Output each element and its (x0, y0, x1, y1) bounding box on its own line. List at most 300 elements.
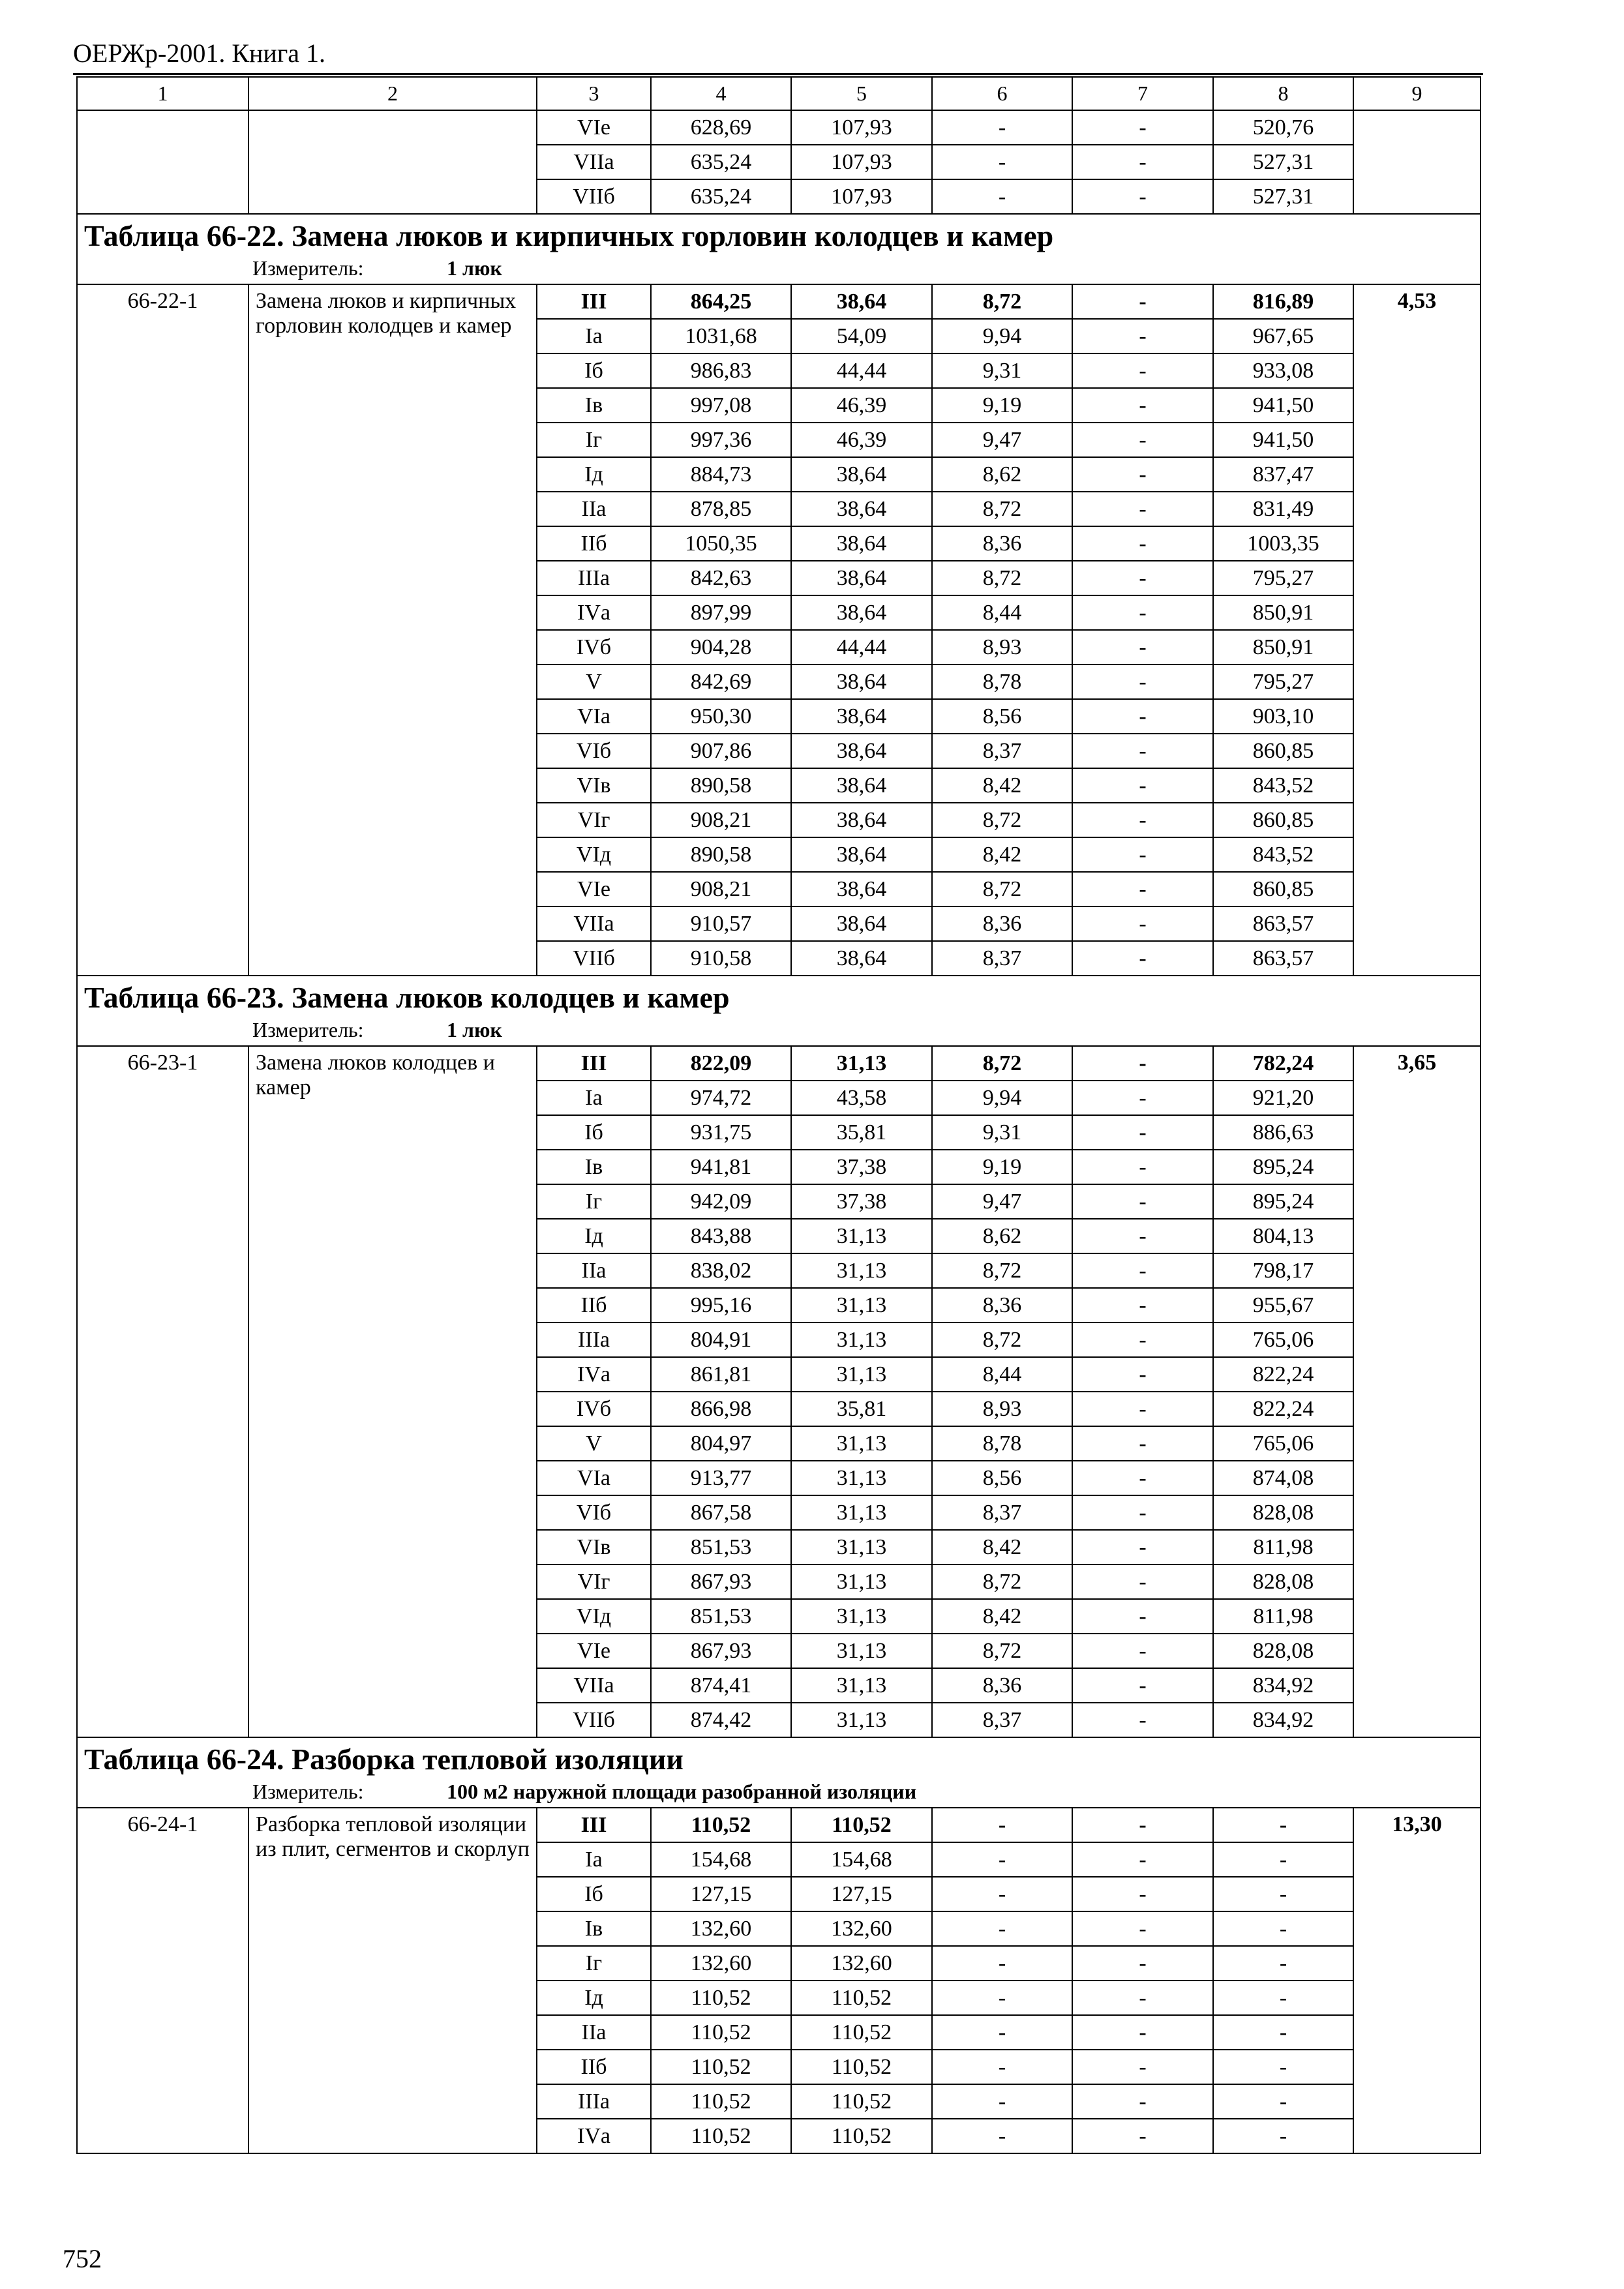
value-cell: 837,47 (1213, 457, 1353, 492)
zone-cell: VIе (537, 1634, 651, 1668)
value-cell: 31,13 (791, 1564, 932, 1599)
value-cell: 838,02 (651, 1253, 791, 1288)
value-cell: 9,94 (932, 319, 1072, 353)
value-cell: 8,78 (932, 1426, 1072, 1461)
value-cell: - (1072, 353, 1213, 388)
value-cell: 110,52 (651, 1981, 791, 2015)
value-cell: 8,42 (932, 1530, 1072, 1564)
value-cell: 913,77 (651, 1461, 791, 1495)
value-cell: - (1072, 595, 1213, 630)
value-cell: 8,62 (932, 1219, 1072, 1253)
value-cell: 995,16 (651, 1288, 791, 1323)
value-cell: 38,64 (791, 595, 932, 630)
table-title: Таблица 66-24. Разборка тепловой изоляции (84, 1743, 684, 1776)
value-cell: 822,24 (1213, 1357, 1353, 1392)
value-cell: 8,42 (932, 768, 1072, 803)
zone-cell: VIIа (537, 145, 651, 179)
value-cell: - (1072, 145, 1213, 179)
value-cell: - (1072, 1599, 1213, 1634)
zone-cell: IVб (537, 630, 651, 665)
value-cell: 31,13 (791, 1357, 932, 1392)
value-cell: 31,13 (791, 1426, 932, 1461)
value-cell: 31,13 (791, 1253, 932, 1288)
zone-cell: IVа (537, 2119, 651, 2153)
value-cell: - (1072, 1323, 1213, 1357)
value-cell: 811,98 (1213, 1530, 1353, 1564)
value-cell: 1031,68 (651, 319, 791, 353)
code-cell (77, 110, 248, 214)
measure-line (84, 1778, 1480, 1804)
value-cell: 8,72 (932, 872, 1072, 906)
value-cell: 110,52 (651, 2084, 791, 2119)
value-cell: 804,13 (1213, 1219, 1353, 1253)
zone-cell: IIIа (537, 2084, 651, 2119)
value-cell: 878,85 (651, 492, 791, 526)
value-cell: 31,13 (791, 1323, 932, 1357)
zone-cell: VIIб (537, 179, 651, 214)
value-cell: - (932, 110, 1072, 145)
value-cell: 804,97 (651, 1426, 791, 1461)
value-cell: - (1072, 630, 1213, 665)
value-cell: 8,56 (932, 699, 1072, 734)
value-cell: 44,44 (791, 353, 932, 388)
value-cell: - (1072, 110, 1213, 145)
value-cell: - (1072, 1842, 1213, 1877)
value-cell: 8,72 (932, 803, 1072, 837)
value-cell: - (932, 179, 1072, 214)
value-cell: 860,85 (1213, 734, 1353, 768)
value-cell: 860,85 (1213, 872, 1353, 906)
value-cell: 997,36 (651, 423, 791, 457)
column-number: 8 (1213, 77, 1353, 110)
value-cell: - (1072, 1530, 1213, 1564)
value-cell: - (1072, 2015, 1213, 2050)
value-cell: 110,52 (651, 1808, 791, 1842)
value-cell: - (932, 1877, 1072, 1911)
table-title-row (77, 1737, 1481, 1808)
value-cell: 851,53 (651, 1599, 791, 1634)
value-cell: - (1072, 1184, 1213, 1219)
value-cell: 8,93 (932, 630, 1072, 665)
col9-cell: 3,65 (1353, 1046, 1481, 1737)
description-cell: Замена люков и кирпичных горловин колодцев и камер (248, 284, 537, 976)
value-cell: - (1072, 1461, 1213, 1495)
value-cell: 834,92 (1213, 1668, 1353, 1703)
value-cell: 904,28 (651, 630, 791, 665)
zone-cell: V (537, 1426, 651, 1461)
value-cell: 828,08 (1213, 1564, 1353, 1599)
zone-cell: VIд (537, 837, 651, 872)
value-cell: 843,88 (651, 1219, 791, 1253)
value-cell: 765,06 (1213, 1426, 1353, 1461)
value-cell: - (1072, 734, 1213, 768)
value-cell: 43,58 (791, 1081, 932, 1115)
value-cell: - (1072, 2050, 1213, 2084)
value-cell: 132,60 (651, 1946, 791, 1981)
zone-cell: VIе (537, 110, 651, 145)
value-cell: 527,31 (1213, 145, 1353, 179)
value-cell: 804,91 (651, 1323, 791, 1357)
value-cell: 46,39 (791, 388, 932, 423)
value-cell: 8,37 (932, 941, 1072, 976)
value-cell: 9,19 (932, 388, 1072, 423)
value-cell: 110,52 (791, 2119, 932, 2153)
value-cell: - (1072, 284, 1213, 319)
column-number: 9 (1353, 77, 1481, 110)
value-cell: 886,63 (1213, 1115, 1353, 1150)
value-cell: - (1072, 768, 1213, 803)
value-cell: 908,21 (651, 803, 791, 837)
zone-cell: IIа (537, 2015, 651, 2050)
value-cell: - (1072, 699, 1213, 734)
zone-cell: IIб (537, 2050, 651, 2084)
zone-cell: Iд (537, 1219, 651, 1253)
value-cell: - (1072, 872, 1213, 906)
zone-cell: Iб (537, 1115, 651, 1150)
value-cell: 9,31 (932, 353, 1072, 388)
value-cell: - (1072, 1668, 1213, 1703)
zone-cell: IIа (537, 492, 651, 526)
value-cell: - (1213, 1877, 1353, 1911)
measure-line (84, 255, 1480, 281)
zone-cell: VIIа (537, 906, 651, 941)
value-cell: - (1072, 2119, 1213, 2153)
value-cell: 828,08 (1213, 1495, 1353, 1530)
value-cell: 986,83 (651, 353, 791, 388)
col9-cell (1353, 110, 1481, 214)
measure-value: 1 люк (447, 256, 502, 280)
value-cell: 867,93 (651, 1564, 791, 1599)
rates-table (76, 76, 1481, 2154)
value-cell: 154,68 (791, 1842, 932, 1877)
zone-cell: VIб (537, 1495, 651, 1530)
value-cell: 955,67 (1213, 1288, 1353, 1323)
value-cell: 8,42 (932, 1599, 1072, 1634)
value-cell: - (1072, 319, 1213, 353)
value-cell: 910,57 (651, 906, 791, 941)
value-cell: 8,62 (932, 457, 1072, 492)
zone-cell: Iа (537, 1842, 651, 1877)
value-cell: - (1213, 1946, 1353, 1981)
value-cell: 628,69 (651, 110, 791, 145)
value-cell: 850,91 (1213, 630, 1353, 665)
value-cell: 635,24 (651, 179, 791, 214)
zone-cell: VIд (537, 1599, 651, 1634)
value-cell: 110,52 (651, 2015, 791, 2050)
value-cell: 9,94 (932, 1081, 1072, 1115)
value-cell: - (1072, 1564, 1213, 1599)
value-cell: 38,64 (791, 872, 932, 906)
value-cell: 907,86 (651, 734, 791, 768)
zone-cell: Iв (537, 1150, 651, 1184)
value-cell: 997,08 (651, 388, 791, 423)
value-cell: 8,36 (932, 906, 1072, 941)
zone-cell: Iа (537, 1081, 651, 1115)
value-cell: 110,52 (791, 2050, 932, 2084)
value-cell: 942,09 (651, 1184, 791, 1219)
zone-cell: VIг (537, 803, 651, 837)
value-cell: 132,60 (791, 1911, 932, 1946)
value-cell: - (1072, 837, 1213, 872)
value-cell: - (1072, 1703, 1213, 1737)
value-cell: 831,49 (1213, 492, 1353, 526)
value-cell: - (1072, 1288, 1213, 1323)
value-cell: 110,52 (651, 2119, 791, 2153)
zone-cell: V (537, 665, 651, 699)
zone-cell: VIIб (537, 1703, 651, 1737)
code-cell: 66-24-1 (77, 1808, 248, 2153)
value-cell: 35,81 (791, 1115, 932, 1150)
col9-cell: 13,30 (1353, 1808, 1481, 2153)
value-cell: 31,13 (791, 1634, 932, 1668)
value-cell: 8,56 (932, 1461, 1072, 1495)
value-cell: - (1213, 2084, 1353, 2119)
table-title-cell (77, 1737, 1481, 1808)
value-cell: 8,78 (932, 665, 1072, 699)
value-cell: - (1213, 2015, 1353, 2050)
value-cell: 974,72 (651, 1081, 791, 1115)
zone-cell: IVб (537, 1392, 651, 1426)
value-cell: 54,09 (791, 319, 932, 353)
value-cell: - (932, 1808, 1072, 1842)
value-cell: 8,44 (932, 595, 1072, 630)
value-cell: 110,52 (791, 2084, 932, 2119)
table-row (77, 1046, 1481, 1081)
table-title-cell (77, 214, 1481, 284)
value-cell: 38,64 (791, 699, 932, 734)
value-cell: 38,64 (791, 526, 932, 561)
value-cell: 863,57 (1213, 906, 1353, 941)
col9-cell: 4,53 (1353, 284, 1481, 976)
value-cell: 782,24 (1213, 1046, 1353, 1081)
value-cell: 8,72 (932, 1253, 1072, 1288)
value-cell: 8,72 (932, 1323, 1072, 1357)
value-cell: 132,60 (791, 1946, 932, 1981)
value-cell: - (1072, 1634, 1213, 1668)
value-cell: - (932, 2015, 1072, 2050)
value-cell: 798,17 (1213, 1253, 1353, 1288)
zone-cell: Iа (537, 319, 651, 353)
value-cell: - (1072, 1911, 1213, 1946)
value-cell: 903,10 (1213, 699, 1353, 734)
value-cell: 828,08 (1213, 1634, 1353, 1668)
value-cell: - (1213, 2050, 1353, 2084)
value-cell: 967,65 (1213, 319, 1353, 353)
value-cell: - (932, 145, 1072, 179)
value-cell: 921,20 (1213, 1081, 1353, 1115)
value-cell: - (1213, 1842, 1353, 1877)
code-cell: 66-23-1 (77, 1046, 248, 1737)
value-cell: 31,13 (791, 1461, 932, 1495)
value-cell: 38,64 (791, 734, 932, 768)
zone-cell: Iг (537, 1946, 651, 1981)
zone-cell: IIа (537, 1253, 651, 1288)
value-cell: 931,75 (651, 1115, 791, 1150)
value-cell: 941,81 (651, 1150, 791, 1184)
value-cell: 822,09 (651, 1046, 791, 1081)
value-cell: 1003,35 (1213, 526, 1353, 561)
value-cell: 941,50 (1213, 423, 1353, 457)
value-cell: 31,13 (791, 1046, 932, 1081)
value-cell: - (1072, 1808, 1213, 1842)
column-number: 6 (932, 77, 1072, 110)
column-number: 1 (77, 77, 248, 110)
description-cell: Разборка тепловой изоляции из плит, сегментов и скорлуп (248, 1808, 537, 2153)
value-cell: - (1072, 561, 1213, 595)
column-number: 7 (1072, 77, 1213, 110)
header-rule (73, 73, 1483, 75)
zone-cell: VIIб (537, 941, 651, 976)
value-cell: 31,13 (791, 1599, 932, 1634)
description-cell: Замена люков колодцев и камер (248, 1046, 537, 1737)
value-cell: 38,64 (791, 665, 932, 699)
value-cell: 44,44 (791, 630, 932, 665)
value-cell: 38,64 (791, 561, 932, 595)
value-cell: - (932, 1946, 1072, 1981)
value-cell: 1050,35 (651, 526, 791, 561)
value-cell: 842,69 (651, 665, 791, 699)
zone-cell: Iв (537, 1911, 651, 1946)
value-cell: - (932, 2119, 1072, 2153)
value-cell: 31,13 (791, 1495, 932, 1530)
zone-cell: IIб (537, 526, 651, 561)
page-header: ОЕРЖр-2001. Книга 1. (73, 38, 325, 68)
value-cell: 110,52 (651, 2050, 791, 2084)
value-cell: 38,64 (791, 768, 932, 803)
value-cell: 635,24 (651, 145, 791, 179)
value-cell: 941,50 (1213, 388, 1353, 423)
value-cell: - (1072, 492, 1213, 526)
value-cell: 31,13 (791, 1703, 932, 1737)
zone-cell: VIв (537, 768, 651, 803)
zone-cell: Iг (537, 423, 651, 457)
value-cell: 8,37 (932, 734, 1072, 768)
zone-cell: VIIа (537, 1668, 651, 1703)
zone-cell: IIб (537, 1288, 651, 1323)
value-cell: 897,99 (651, 595, 791, 630)
measure-value: 100 м2 наружной площади разобранной изоляции (447, 1780, 917, 1803)
table-row (77, 284, 1481, 319)
value-cell: - (1072, 388, 1213, 423)
value-cell: 850,91 (1213, 595, 1353, 630)
zone-cell: Iб (537, 353, 651, 388)
table-title-row (77, 976, 1481, 1046)
value-cell: - (1072, 1046, 1213, 1081)
value-cell: 851,53 (651, 1530, 791, 1564)
value-cell: - (1072, 941, 1213, 976)
zone-cell: Iв (537, 388, 651, 423)
value-cell: 8,93 (932, 1392, 1072, 1426)
value-cell: 110,52 (791, 1808, 932, 1842)
value-cell: - (1213, 1981, 1353, 2015)
value-cell: - (1072, 457, 1213, 492)
value-cell: 107,93 (791, 145, 932, 179)
value-cell: 38,64 (791, 803, 932, 837)
value-cell: - (1072, 1981, 1213, 2015)
value-cell: 31,13 (791, 1668, 932, 1703)
value-cell: 874,42 (651, 1703, 791, 1737)
value-cell: 866,98 (651, 1392, 791, 1426)
value-cell: - (1072, 1426, 1213, 1461)
value-cell: 795,27 (1213, 665, 1353, 699)
value-cell: - (1213, 2119, 1353, 2153)
value-cell: - (1072, 1219, 1213, 1253)
zone-cell: Iд (537, 457, 651, 492)
value-cell: - (932, 1842, 1072, 1877)
zone-cell: IVа (537, 1357, 651, 1392)
value-cell: 8,72 (932, 561, 1072, 595)
value-cell: 38,64 (791, 837, 932, 872)
zone-cell: Iб (537, 1877, 651, 1911)
value-cell: 8,36 (932, 526, 1072, 561)
value-cell: 38,64 (791, 941, 932, 976)
value-cell: 895,24 (1213, 1150, 1353, 1184)
value-cell: - (1072, 1946, 1213, 1981)
measure-value: 1 люк (447, 1018, 502, 1041)
value-cell: 520,76 (1213, 110, 1353, 145)
value-cell: 8,44 (932, 1357, 1072, 1392)
value-cell: 132,60 (651, 1911, 791, 1946)
value-cell: 38,64 (791, 457, 932, 492)
value-cell: 843,52 (1213, 837, 1353, 872)
value-cell: 861,81 (651, 1357, 791, 1392)
value-cell: - (1072, 1495, 1213, 1530)
zone-cell: Iд (537, 1981, 651, 2015)
column-number: 5 (791, 77, 932, 110)
value-cell: 765,06 (1213, 1323, 1353, 1357)
value-cell: 9,19 (932, 1150, 1072, 1184)
value-cell: 890,58 (651, 837, 791, 872)
zone-cell: III (537, 284, 651, 319)
table-title-cell (77, 976, 1481, 1046)
value-cell: 816,89 (1213, 284, 1353, 319)
value-cell: 863,57 (1213, 941, 1353, 976)
column-number-row (77, 77, 1481, 110)
value-cell: - (1072, 906, 1213, 941)
value-cell: - (1072, 1115, 1213, 1150)
zone-cell: IIIа (537, 1323, 651, 1357)
value-cell: 834,92 (1213, 1703, 1353, 1737)
value-cell: 37,38 (791, 1184, 932, 1219)
value-cell: - (1072, 1357, 1213, 1392)
value-cell: 9,31 (932, 1115, 1072, 1150)
value-cell: 110,52 (791, 1981, 932, 2015)
value-cell: 31,13 (791, 1288, 932, 1323)
value-cell: - (1072, 179, 1213, 214)
value-cell: 8,42 (932, 837, 1072, 872)
table-title-row (77, 214, 1481, 284)
value-cell: 35,81 (791, 1392, 932, 1426)
value-cell: - (1072, 803, 1213, 837)
value-cell: - (1072, 1150, 1213, 1184)
measure-line (84, 1017, 1480, 1043)
zone-cell: III (537, 1046, 651, 1081)
zone-cell: VIв (537, 1530, 651, 1564)
table-row (77, 1808, 1481, 1842)
value-cell: 795,27 (1213, 561, 1353, 595)
zone-cell: IVа (537, 595, 651, 630)
value-cell: - (1072, 423, 1213, 457)
value-cell: 8,36 (932, 1288, 1072, 1323)
table-row (77, 110, 1481, 145)
value-cell: - (1072, 1877, 1213, 1911)
value-cell: 107,93 (791, 110, 932, 145)
table-title: Таблица 66-22. Замена люков и кирпичных горловин колодцев и камер (84, 219, 1054, 252)
zone-cell: VIб (537, 734, 651, 768)
value-cell: 107,93 (791, 179, 932, 214)
value-cell: 31,13 (791, 1530, 932, 1564)
value-cell: 867,58 (651, 1495, 791, 1530)
